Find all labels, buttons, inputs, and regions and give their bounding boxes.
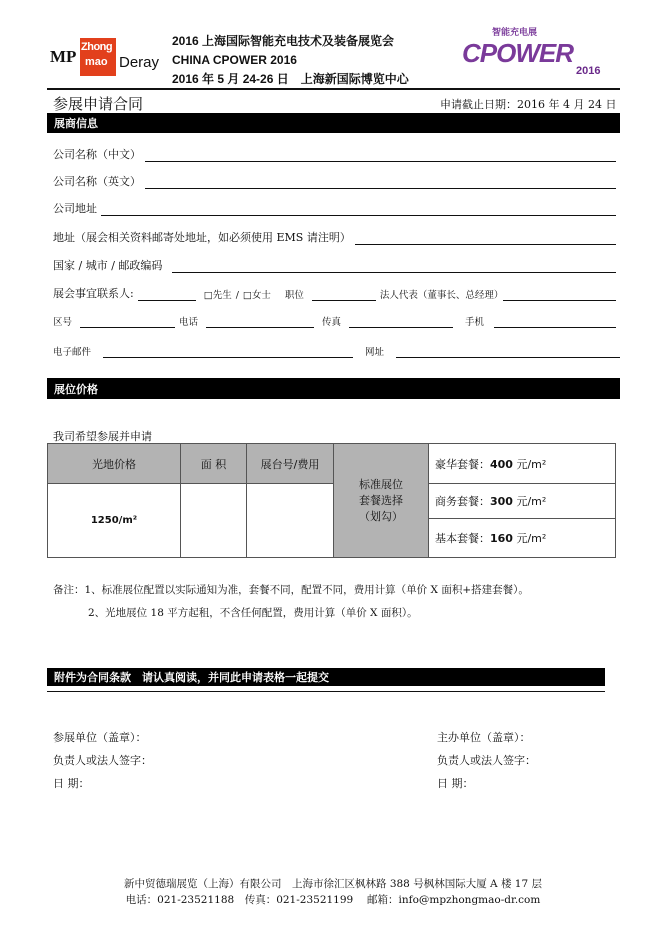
section-booth-price: 展位价格 bbox=[47, 378, 620, 399]
address-field[interactable] bbox=[101, 204, 616, 216]
raw-space-price: 1250/m² bbox=[48, 484, 181, 558]
position-field[interactable] bbox=[312, 289, 376, 301]
header-area: 面 积 bbox=[181, 444, 247, 484]
email-row: 电子邮件 网址 bbox=[53, 342, 624, 358]
expo-subtitle: CHINA CPOWER 2016 bbox=[172, 53, 297, 67]
area-cell[interactable] bbox=[181, 484, 247, 558]
package-basic[interactable]: 基本套餐：160 元/m² bbox=[429, 519, 616, 558]
contact-field[interactable] bbox=[138, 289, 196, 301]
header-raw-space: 光地价格 bbox=[48, 444, 181, 484]
booth-no-cell[interactable] bbox=[247, 484, 334, 558]
contact-row: 展会事宜联系人: □先生 / □女士 职位 法人代表（董事长、总经理） bbox=[53, 285, 620, 301]
header-divider bbox=[47, 88, 620, 90]
fax-field[interactable] bbox=[349, 316, 453, 328]
expo-title: 2016 上海国际智能充电技术及装备展览会 bbox=[172, 34, 395, 48]
company-en-row: 公司名称（英文） bbox=[53, 173, 620, 189]
email-field[interactable] bbox=[103, 346, 353, 358]
section-attachment: 附件为合同条款 请认真阅读，并同此申请表格一起提交 bbox=[47, 668, 605, 686]
attachment-divider bbox=[47, 691, 605, 692]
address-row: 公司地址 bbox=[53, 200, 620, 216]
company-en-field[interactable] bbox=[145, 177, 616, 189]
country-field[interactable] bbox=[172, 261, 616, 273]
mail-address-field[interactable] bbox=[355, 233, 616, 245]
booth-price-table bbox=[47, 443, 616, 558]
sign-left: 参展单位（盖章）： 负责人或法人签字： 日 期： bbox=[53, 731, 152, 790]
package-business[interactable]: 商务套餐：300 元/m² bbox=[429, 484, 616, 519]
cpower-logo: 智能充电展 CPOWER 2016 bbox=[462, 28, 601, 77]
phone-field[interactable] bbox=[206, 316, 314, 328]
legal-field[interactable] bbox=[503, 289, 616, 301]
ms-checkbox[interactable]: □女士 bbox=[242, 290, 271, 301]
note-1: 备注：1、标准展位配置以实际通知为准，套餐不同，配置不同，费用计算（单价 X 面积+搭建套餐）。 bbox=[53, 584, 529, 596]
sign-right: 主办单位（盖章）： 负责人或法人签字： 日 期： bbox=[437, 731, 536, 790]
mobile-field[interactable] bbox=[494, 316, 616, 328]
note-2: 2、光地展位 18 平方起租，不含任何配置，费用计算（单价 X 面积）。 bbox=[88, 607, 418, 619]
header-booth-no: 展台号/费用 bbox=[247, 444, 334, 484]
deadline: 申请截止日期：2016 年 4 月 24 日 bbox=[440, 98, 617, 111]
company-cn-row: 公司名称（中文） bbox=[53, 146, 620, 162]
page-title: 参展申请合同 bbox=[53, 95, 144, 113]
footer: 新中贸德瑞展览（上海）有限公司 上海市徐汇区枫林路 388 号枫林国际大厦 A 楼 17 层 电话：021-23521188 传真：021-23521199 邮箱：info@mpzhongmao-dr.com bbox=[123, 878, 542, 906]
company-cn-field[interactable] bbox=[145, 150, 616, 162]
website-field[interactable] bbox=[396, 346, 620, 358]
country-row: 国家 / 城市 / 邮政编码 bbox=[53, 257, 620, 273]
package-luxury[interactable]: 豪华套餐：400 元/m² bbox=[429, 444, 616, 484]
organizer-logo: MP Zhong mao Deray bbox=[50, 38, 166, 76]
standard-booth-label: 标准展位 套餐选择 （划勾） bbox=[334, 444, 429, 558]
apply-label: 我司希望参展并申请 bbox=[53, 430, 152, 443]
mail-address-row: 地址（展会相关资料邮寄处地址，如必须使用 EMS 请注明） bbox=[53, 229, 620, 245]
area-code-field[interactable] bbox=[80, 316, 175, 328]
section-exhibitor-info: 展商信息 bbox=[47, 113, 620, 133]
phone-row: 区号 电话 传真 手机 bbox=[53, 312, 620, 328]
mr-checkbox[interactable]: □先生 bbox=[203, 290, 232, 301]
expo-date-venue: 2016 年 5 月 24-26 日 上海新国际博览中心 bbox=[172, 72, 409, 86]
